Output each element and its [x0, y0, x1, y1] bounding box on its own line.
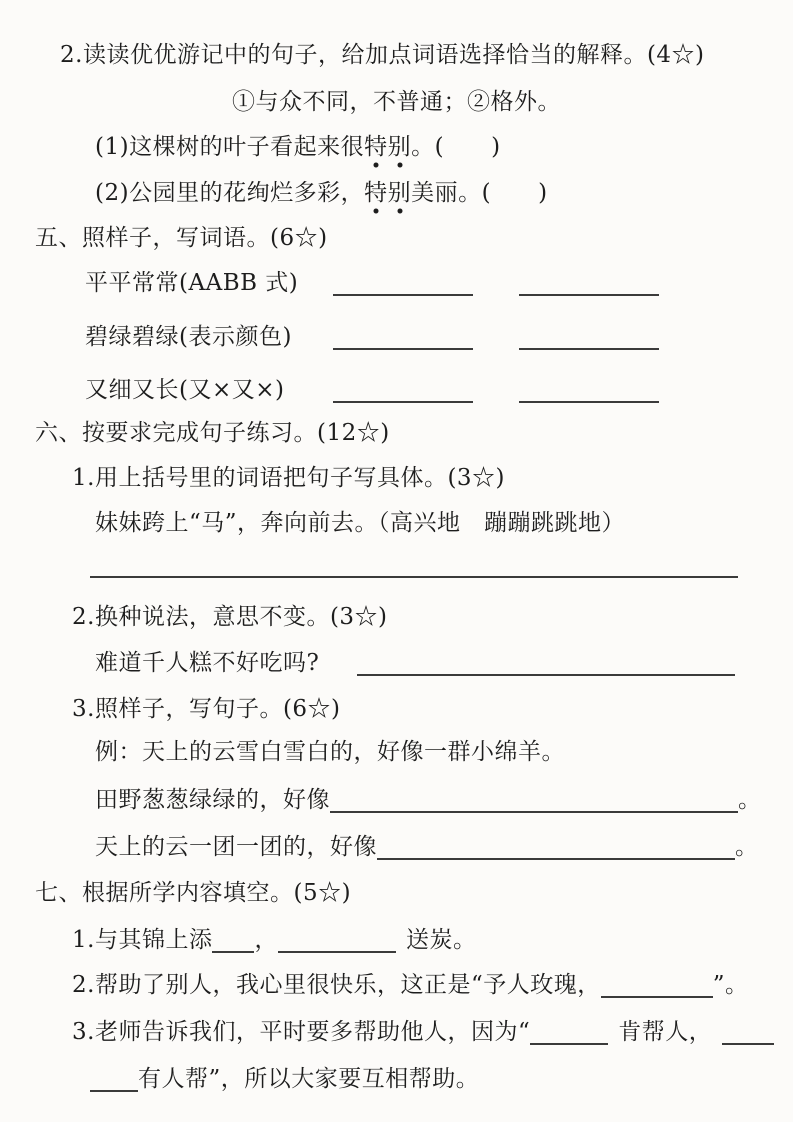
- answer-blank: [519, 381, 659, 403]
- section7-title: 七、根据所学内容填空。(5☆): [35, 880, 352, 906]
- answer-blank: [333, 274, 473, 296]
- section5-row: [85, 375, 659, 405]
- section7-q2-post: ”。: [712, 972, 749, 998]
- section7-q2-pre: 2.帮助了别人，我心里很快乐，这正是“予人玫瑰，: [72, 972, 601, 998]
- section7-q2: [72, 970, 748, 1000]
- section6-q3-fill2-pre: 天上的云一团一团的，好像: [95, 834, 377, 860]
- answer-blank: [519, 328, 659, 350]
- section7-q3-line2-post: 有人帮”，所以大家要互相帮助。: [138, 1066, 480, 1092]
- answer-blank: [519, 274, 659, 296]
- answer-blank: [90, 1070, 138, 1092]
- section7-q1-post: 送炭。: [405, 927, 477, 953]
- section7-q1-comma: ，: [254, 927, 278, 953]
- section5-row: [85, 268, 659, 298]
- answer-blank: [601, 976, 713, 998]
- answer-blank: [722, 1023, 774, 1045]
- question2-item2-pre: (2)公园里的花绚烂多彩，: [95, 180, 365, 206]
- section7-q1: [72, 925, 476, 955]
- answer-blank: [333, 328, 473, 350]
- answer-blank: [212, 931, 254, 953]
- question2-item2-emphasized-word: 特别: [364, 180, 411, 215]
- section5-title: 五、照样子，写词语。(6☆): [35, 225, 328, 251]
- section6-q2-row: [95, 648, 735, 678]
- answer-blank: [377, 838, 735, 860]
- section6-q3-fill2-post: 。: [735, 834, 759, 860]
- answer-blank: [333, 381, 473, 403]
- section7-q1-pre: 1.与其锦上添: [72, 927, 213, 953]
- section7-q3-pre: 3.老师告诉我们，平时要多帮助他人，因为“: [72, 1019, 531, 1045]
- section6-q3-fill1-pre: 田野葱葱绿绿的，好像: [95, 787, 330, 813]
- answer-blank: [357, 654, 735, 676]
- section7-q3-line2: [90, 1064, 479, 1094]
- question2-options: ①与众不同，不普通；②格外。: [232, 89, 561, 115]
- section7-q3-mid: 肯帮人，: [618, 1019, 713, 1045]
- section6-q1-sentence: 妹妹跨上“马”，奔向前去。（高兴地 蹦蹦跳跳地）: [95, 510, 626, 536]
- answer-blank: [278, 931, 396, 953]
- section6-q2-title: 2.换种说法，意思不变。(3☆): [72, 604, 388, 630]
- section6-q3-fill1: [95, 785, 762, 815]
- question2-item2: [95, 178, 548, 208]
- question2-item1-pre: (1)这棵树的叶子看起来很: [95, 134, 365, 160]
- answer-blank: [330, 791, 738, 813]
- section7-q3-line1: [72, 1017, 774, 1047]
- section6-q1-title: 1.用上括号里的词语把句子写具体。(3☆): [72, 465, 506, 491]
- question2-item1: [95, 132, 501, 162]
- question2-item1-post: 。( ): [411, 134, 501, 160]
- answer-rule-line: [90, 576, 738, 578]
- question2-title: 2.读读优优游记中的句子，给加点词语选择恰当的解释。(4☆): [60, 42, 705, 68]
- question2-item1-emphasized-word: 特别: [364, 134, 411, 169]
- section6-q3-example: 例：天上的云雪白雪白的，好像一群小绵羊。: [95, 739, 565, 765]
- section5-row: [85, 322, 659, 352]
- section5-row3-label: 又细又长(又×又×): [85, 377, 285, 403]
- section6-q3-fill2: [95, 832, 759, 862]
- answer-blank: [530, 1023, 608, 1045]
- section6-q2-sentence: 难道千人糕不好吃吗?: [95, 650, 320, 676]
- question2-item2-post: 美丽。( ): [411, 180, 548, 206]
- section6-title: 六、按要求完成句子练习。(12☆): [35, 420, 390, 446]
- section5-row2-label: 碧绿碧绿(表示颜色): [85, 324, 292, 350]
- section6-q3-fill1-post: 。: [738, 787, 762, 813]
- section6-q3-title: 3.照样子，写句子。(6☆): [72, 696, 341, 722]
- section5-row1-label: 平平常常(AABB 式): [85, 270, 299, 296]
